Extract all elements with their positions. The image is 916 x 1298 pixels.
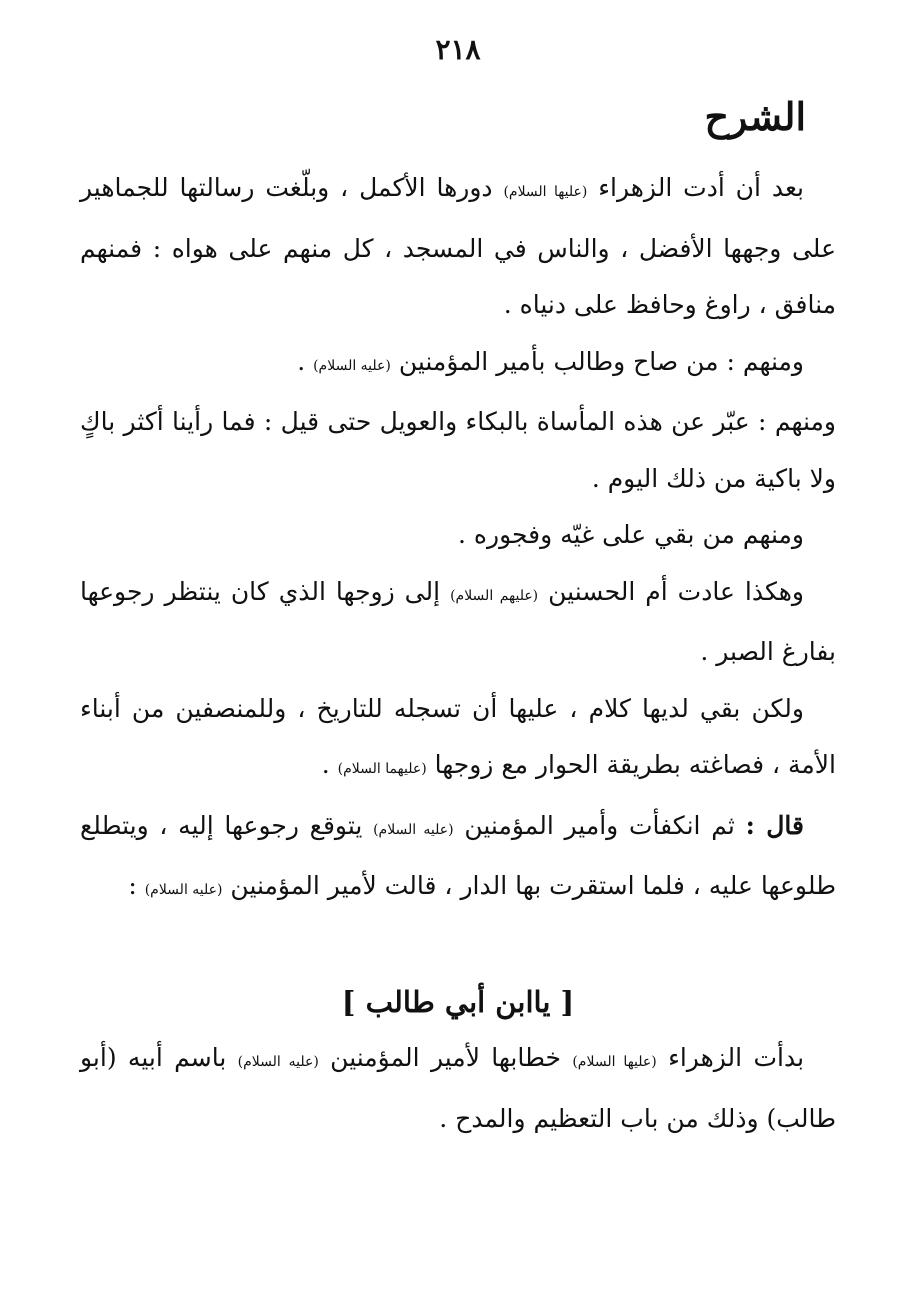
p6-text-b: . xyxy=(321,750,330,779)
subheading: [ ياابن أبي طالب ] xyxy=(341,985,575,1019)
p8-text-a: بدأت الزهراء xyxy=(668,1043,805,1072)
p8-text-c: باسم أبيه (أبو طالب) وذلك من باب التعظيم والمدح . xyxy=(80,1043,836,1133)
honorific-alayhim: (عليهم السلام) xyxy=(450,587,539,604)
p6-text-a: ولكن بقي لديها كلام ، عليها أن تسجله للتاريخ ، وللمنصفين من أبناء الأمة ، فصاغته بطريقة الحوار مع زوجها xyxy=(80,693,836,779)
p1-text-b: دورها الأكمل ، وبلّغت رسالتها للجماهير على وجهها الأفضل ، والناس في المسجد ، كل منهم على هواه : فمنهم منافق ، راوغ وحافظ على دنياه . xyxy=(80,173,836,319)
p7-text-c: : xyxy=(128,871,137,900)
paragraph-4: ومنهم من بقي على غيّه وفجوره . xyxy=(458,520,804,549)
honorific-alayhi: (عليه السلام) xyxy=(237,1054,319,1070)
commentary-body xyxy=(80,160,836,919)
paragraph-1 xyxy=(80,160,836,334)
p5-text-b: إلى زوجها الذي كان ينتظر رجوعها بفارغ الصبر . xyxy=(80,576,836,666)
paragraph-2 xyxy=(80,334,836,395)
p7-lead: قال : xyxy=(745,810,805,840)
honorific-alayhi: (عليه السلام) xyxy=(373,821,454,838)
section-heading: الشرح xyxy=(704,94,806,139)
honorific-alayhi: (عليه السلام) xyxy=(144,882,223,898)
honorific-alayhima: (عليهما السلام) xyxy=(337,761,427,777)
honorific-alayha: (عليها السلام) xyxy=(503,184,588,200)
paragraph-6 xyxy=(80,681,836,798)
paragraph-8 xyxy=(80,1030,836,1147)
p8-text-b: خطابها لأمير المؤمنين xyxy=(330,1043,561,1072)
p1-text-a: بعد أن أدت الزهراء xyxy=(598,173,804,202)
paragraph-3: ومنهم : عبّر عن هذه المأساة بالبكاء والعويل حتى قيل : فما رأينا أكثر باكٍ ولا باكية من ذلك اليوم . xyxy=(80,407,836,493)
p2-text-b: . xyxy=(297,346,306,376)
p7-text-b: يتوقع رجوعها إليه ، ويتطلع طلوعها عليه ، فلما استقرت بها الدار ، قالت لأمير المؤمنين xyxy=(80,810,836,900)
p5-text-a: وهكذا عادت أم الحسنين xyxy=(548,576,805,606)
subsection-body xyxy=(80,1030,836,1147)
p7-text-a: ثم انكفأت وأمير المؤمنين xyxy=(464,810,735,840)
p2-text-a: ومنهم : من صاح وطالب بأمير المؤمنين xyxy=(398,346,804,376)
page-number: ٢١٨ xyxy=(435,33,481,66)
honorific-alayhi: (عليه السلام) xyxy=(313,357,391,374)
honorific-alayha: (عليها السلام) xyxy=(572,1054,657,1070)
paragraph-7 xyxy=(80,798,836,919)
paragraph-5 xyxy=(80,564,836,681)
